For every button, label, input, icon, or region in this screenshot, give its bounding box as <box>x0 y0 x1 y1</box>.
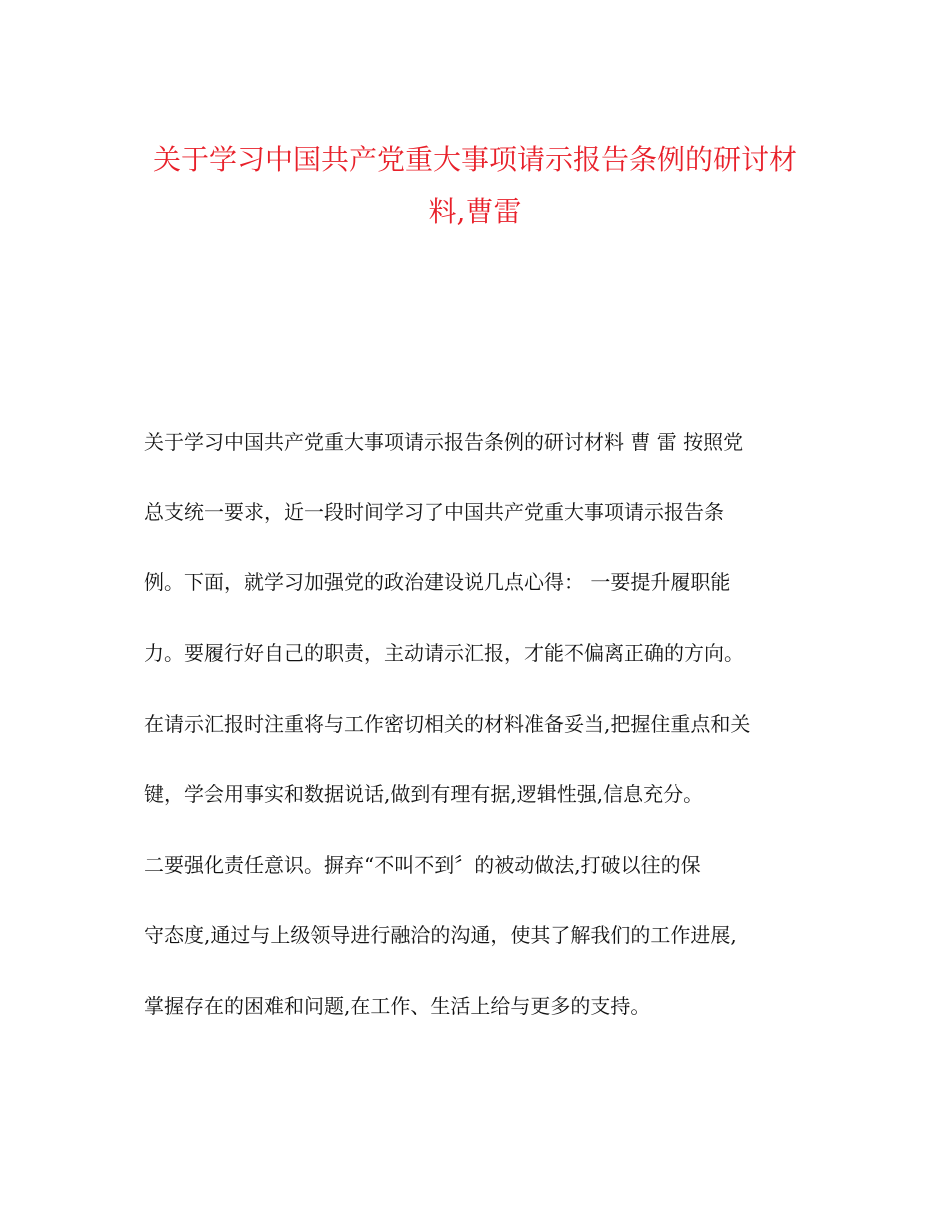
document-title-line-2: 料,曹雷 <box>428 195 522 228</box>
body-line: 掌握存在的困难和问题,在工作、生活上给与更多的支持。 <box>144 994 651 1018</box>
body-line: 在请示汇报时注重将与工作密切相关的材料准备妥当,把握住重点和关 <box>144 712 751 736</box>
document-title-line-1: 关于学习中国共产党重大事项请示报告条例的研讨材 <box>152 143 797 176</box>
body-line: 力。要履行好自己的职责，主动请示汇报，才能不偏离正确的方向。 <box>144 641 744 665</box>
body-line: 关于学习中国共产党重大事项请示报告条例的研讨材料 曹 雷 按照党 <box>144 430 744 454</box>
body-line: 总支统一要求，近一段时间学习了中国共产党重大事项请示报告条 <box>144 500 724 524</box>
body-line: 例。下面，就学习加强党的政治建设说几点心得： 一要提升履职能 <box>144 570 731 594</box>
body-line: 键，学会用事实和数据说话,做到有理有据,逻辑性强,信息充分。 <box>144 782 704 806</box>
body-line: 二要强化责任意识。摒弃“不叫不到〞的被动做法,打破以往的保 <box>144 853 701 877</box>
body-line: 守态度,通过与上级领导进行融洽的沟通，使其了解我们的工作进展, <box>144 923 737 947</box>
